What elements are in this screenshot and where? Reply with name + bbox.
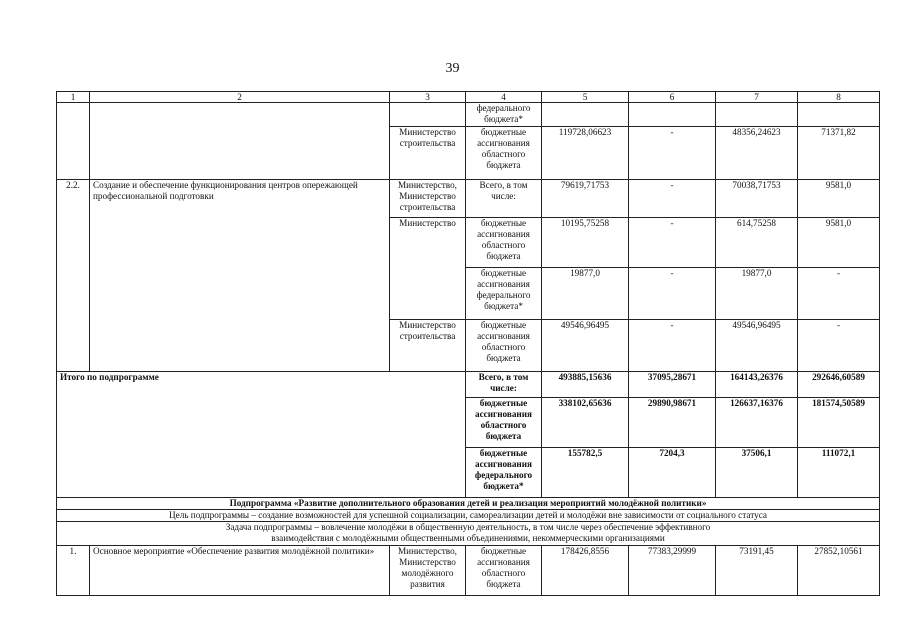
source-cell: Всего, в том числе: [466, 372, 542, 398]
number-cell: 2.2. [57, 180, 90, 372]
header-cell: 5 [542, 92, 629, 103]
amount-cell: 29890,98671 [629, 398, 716, 448]
event-name-cell [90, 103, 390, 180]
executor-cell: Министерство строительства [390, 320, 466, 372]
amount-cell: 79619,71753 [542, 180, 629, 218]
event-name-cell: Создание и обеспечение функционирования центров опережающей профессиональной подготовки [90, 180, 390, 372]
source-cell: бюджетные ассигнования федерального бюджета* [466, 268, 542, 320]
subprogram-task: Задача подпрограммы – вовлечение молодёжи в общественную деятельность, в том числе через обеспечение эффективного взаимодействия с молодёжными общественными объединениями, некоммерческими организациями [57, 522, 880, 546]
amount-cell [629, 103, 716, 127]
executor-cell [390, 103, 466, 127]
amount-cell: 70038,71753 [716, 180, 798, 218]
header-cell: 2 [90, 92, 390, 103]
source-cell: бюджетные ассигнования областного бюджета [466, 398, 542, 448]
source-cell: Всего, в том числе: [466, 180, 542, 218]
amount-cell: 49546,96495 [542, 320, 629, 372]
source-cell: федерального бюджета* [466, 103, 542, 127]
amount-cell: 48356,24623 [716, 127, 798, 180]
source-cell: бюджетные ассигнования областного бюджета [466, 320, 542, 372]
amount-cell: 181574,50589 [798, 398, 880, 448]
total-label: Итого по подпрограмме [57, 372, 466, 498]
amount-cell: 9581,0 [798, 180, 880, 218]
amount-cell: - [798, 320, 880, 372]
executor-cell: Министерство [390, 218, 466, 320]
amount-cell [716, 103, 798, 127]
budget-table [56, 91, 880, 596]
number-cell: 1. [57, 546, 90, 596]
amount-cell: 493885,15636 [542, 372, 629, 398]
table-row [57, 103, 880, 127]
executor-cell: Министерство, Министерство молодёжного развития [390, 546, 466, 596]
header-cell: 3 [390, 92, 466, 103]
amount-cell: 292646,60589 [798, 372, 880, 398]
amount-cell: 7204,3 [629, 448, 716, 498]
amount-cell: 164143,26376 [716, 372, 798, 398]
amount-cell: 10195,75258 [542, 218, 629, 268]
source-cell: бюджетные ассигнования областного бюджета [466, 218, 542, 268]
amount-cell: 111072,1 [798, 448, 880, 498]
total-row [57, 372, 880, 398]
amount-cell: - [629, 218, 716, 268]
amount-cell: 338102,65636 [542, 398, 629, 448]
amount-cell: - [629, 127, 716, 180]
subprogram-goal-row [57, 510, 880, 522]
header-cell: 6 [629, 92, 716, 103]
amount-cell: 178426,8556 [542, 546, 629, 596]
amount-cell [798, 103, 880, 127]
amount-cell: 27852,10561 [798, 546, 880, 596]
column-number-header [57, 92, 880, 103]
amount-cell: - [798, 268, 880, 320]
header-cell: 8 [798, 92, 880, 103]
page-number: 39 [445, 61, 460, 76]
source-cell: бюджетные ассигнования областного бюджета [466, 127, 542, 180]
amount-cell: 73191,45 [716, 546, 798, 596]
amount-cell: 9581,0 [798, 218, 880, 268]
amount-cell: 19877,0 [716, 268, 798, 320]
amount-cell: 37095,28671 [629, 372, 716, 398]
source-cell: бюджетные ассигнования федерального бюджета* [466, 448, 542, 498]
amount-cell: - [629, 268, 716, 320]
amount-cell: - [629, 320, 716, 372]
amount-cell: 19877,0 [542, 268, 629, 320]
amount-cell: 614,75258 [716, 218, 798, 268]
table-row [57, 180, 880, 218]
subprogram-title-row [57, 498, 880, 510]
header-cell: 1 [57, 92, 90, 103]
amount-cell: 71371,82 [798, 127, 880, 180]
event-name-cell: Основное мероприятие «Обеспечение развития молодёжной политики» [90, 546, 390, 596]
executor-cell: Министерство, Министерство строительства [390, 180, 466, 218]
subprogram-goal: Цель подпрограммы – создание возможностей для успешной социализации, самореализации детей и молодёжи вне зависимости от социального статуса [57, 510, 880, 522]
number-cell [57, 103, 90, 180]
subprogram-task-row [57, 522, 880, 546]
amount-cell: 37506,1 [716, 448, 798, 498]
amount-cell: 119728,06623 [542, 127, 629, 180]
amount-cell: 155782,5 [542, 448, 629, 498]
amount-cell: 49546,96495 [716, 320, 798, 372]
subprogram-title: Подпрограмма «Развитие дополнительного образования детей и реализация мероприятий молодёжной политики» [57, 498, 880, 510]
amount-cell: 126637,16376 [716, 398, 798, 448]
table-row [57, 546, 880, 596]
amount-cell [542, 103, 629, 127]
amount-cell: 77383,29999 [629, 546, 716, 596]
amount-cell: - [629, 180, 716, 218]
header-cell: 7 [716, 92, 798, 103]
executor-cell: Министерство строительства [390, 127, 466, 180]
header-cell: 4 [466, 92, 542, 103]
source-cell: бюджетные ассигнования областного бюджета [466, 546, 542, 596]
